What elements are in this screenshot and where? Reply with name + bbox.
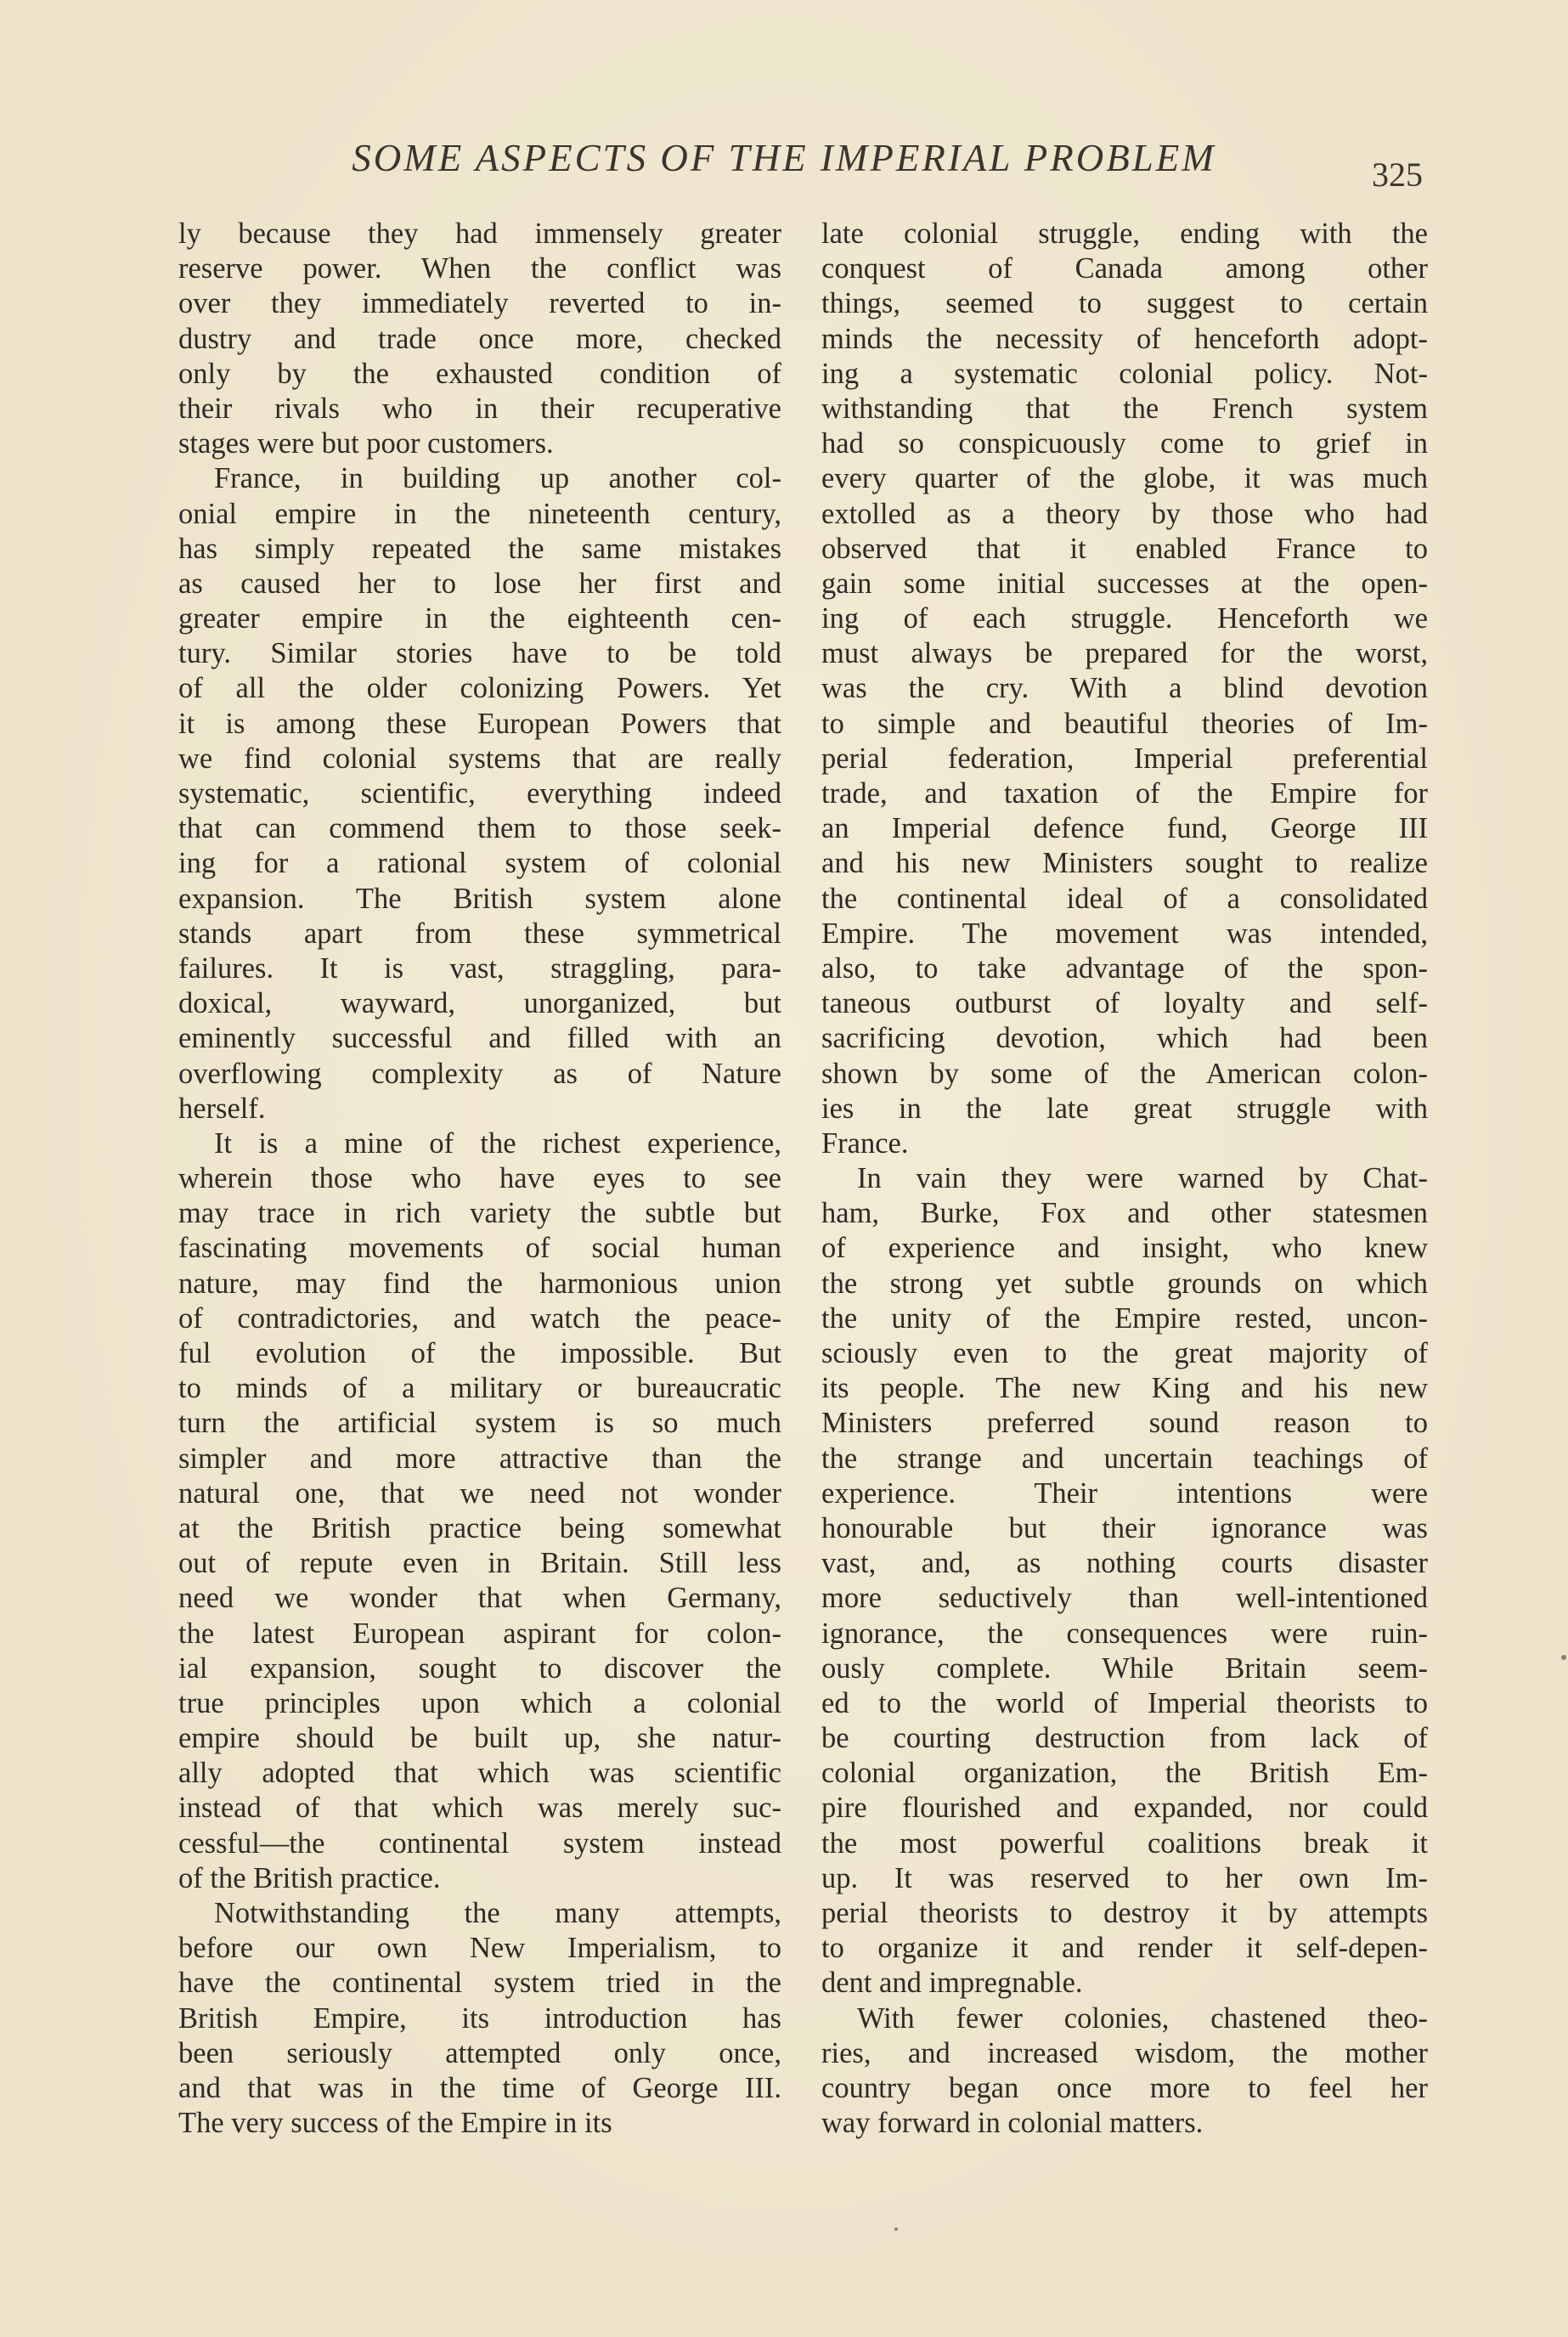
text-line: nature, may find the harmonious union (178, 1267, 781, 1300)
text-line: stages were but poor customers. (178, 427, 554, 460)
text-line: France, in building up another col- (214, 462, 781, 495)
text-line: taneous outburst of loyalty and self- (821, 987, 1428, 1020)
page-number: 325 (1372, 155, 1423, 194)
text-line: of the British practice. (178, 1861, 441, 1894)
text-line: colonial organization, the British Em- (821, 1757, 1428, 1790)
text-line: ham, Burke, Fox and other statesmen (821, 1197, 1428, 1230)
text-line: systematic, scientific, everything indeed (178, 777, 781, 810)
text-line: sacrificing devotion, which had been (821, 1022, 1428, 1055)
text-line: Notwithstanding the many attempts, (214, 1897, 781, 1929)
text-line: ously complete. While Britain seem- (821, 1651, 1428, 1685)
text-line: ally adopted that which was scientific (178, 1757, 781, 1790)
text-line: every quarter of the globe, it was much (821, 462, 1428, 495)
text-line: eminently successful and filled with an (178, 1022, 781, 1055)
text-line: ignorance, the consequences were ruin- (821, 1617, 1428, 1650)
text-line: trade, and taxation of the Empire for (821, 777, 1428, 810)
text-line: simpler and more attractive than the (178, 1442, 781, 1475)
text-line: perial theorists to destroy it by attempts (821, 1897, 1428, 1929)
text-line: dustry and trade once more, checked (178, 322, 781, 355)
text-line: need we wonder that when Germany, (178, 1582, 781, 1615)
text-line: the most powerful coalitions break it (821, 1826, 1428, 1860)
text-line: withstanding that the French system (821, 392, 1428, 425)
text-line: vast, and, as nothing courts disaster (821, 1547, 1428, 1580)
text-line: been seriously attempted only once, (178, 2036, 781, 2069)
text-line: overflowing complexity as of Nature (178, 1057, 781, 1090)
text-line: France. (821, 1126, 909, 1160)
text-line: ial expansion, sought to discover the (178, 1651, 781, 1685)
text-line: as caused her to lose her first and (178, 567, 781, 600)
text-line: before our own New Imperialism, to (178, 1932, 781, 1965)
text-line: cessful—the continental system instead (178, 1826, 781, 1860)
text-line: their rivals who in their recuperative (178, 392, 781, 425)
text-line: stands apart from these symmetrical (178, 917, 781, 950)
text-line: and his new Ministers sought to realize (821, 847, 1428, 880)
text-line: ed to the world of Imperial theorists to (821, 1686, 1428, 1719)
right-column (821, 217, 1428, 2141)
text-line: true principles upon which a colonial (178, 1686, 781, 1719)
text-line: instead of that which was merely suc- (178, 1792, 781, 1825)
text-line: may trace in rich variety the subtle but (178, 1197, 781, 1230)
text-line: British Empire, its introduction has (178, 2001, 781, 2035)
text-line: shown by some of the American colon- (821, 1057, 1428, 1090)
text-line: late colonial struggle, ending with the (821, 217, 1428, 250)
text-line: wherein those who have eyes to see (178, 1162, 781, 1195)
text-line: natural one, that we need not wonder (178, 1476, 781, 1510)
text-line: to minds of a military or bureaucratic (178, 1372, 781, 1405)
text-line: things, seemed to suggest to certain (821, 287, 1428, 320)
text-line: to organize it and render it self-depen- (821, 1932, 1428, 1965)
text-line: of all the older colonizing Powers. Yet (178, 672, 781, 705)
text-line: experience. Their intentions were (821, 1476, 1428, 1510)
text-line: ing for a rational system of colonial (178, 847, 781, 880)
text-line: observed that it enabled France to (821, 532, 1428, 565)
text-line: herself. (178, 1092, 266, 1125)
text-line: The very success of the Empire in its (178, 2107, 612, 2140)
printing-speck (894, 2227, 898, 2231)
text-line: turn the artificial system is so much (178, 1407, 781, 1440)
text-line: it is among these European Powers that (178, 707, 781, 740)
text-line: perial federation, Imperial preferential (821, 742, 1428, 775)
text-line: and that was in the time of George III. (178, 2071, 781, 2104)
text-line: its people. The new King and his new (821, 1372, 1428, 1405)
text-line: extolled as a theory by those who had (821, 497, 1428, 530)
text-line: gain some initial successes at the open- (821, 567, 1428, 600)
text-line: be courting destruction from lack of (821, 1722, 1428, 1755)
text-line: has simply repeated the same mistakes (178, 532, 781, 565)
text-line: the strong yet subtle grounds on which (821, 1267, 1428, 1300)
text-line: country began once more to feel her (821, 2071, 1428, 2104)
text-line: ies in the late great struggle with (821, 1092, 1428, 1125)
text-line: more seductively than well-intentioned (821, 1582, 1428, 1615)
text-line: over they immediately reverted to in- (178, 287, 781, 320)
text-line: onial empire in the nineteenth century, (178, 497, 781, 530)
text-line: out of repute even in Britain. Still less (178, 1547, 781, 1580)
text-line: dent and impregnable. (821, 1967, 1083, 2000)
text-line: must always be prepared for the worst, (821, 637, 1428, 670)
text-line: only by the exhausted condition of (178, 357, 781, 390)
text-line: honourable but their ignorance was (821, 1511, 1428, 1544)
text-line: In vain they were warned by Chat- (857, 1162, 1428, 1195)
text-line: fascinating movements of social human (178, 1232, 781, 1265)
text-line: the unity of the Empire rested, uncon- (821, 1301, 1428, 1335)
text-line: ries, and increased wisdom, the mother (821, 2036, 1428, 2069)
text-line: Ministers preferred sound reason to (821, 1407, 1428, 1440)
text-line: of contradictories, and watch the peace- (178, 1301, 781, 1335)
text-line: at the British practice being somewhat (178, 1511, 781, 1544)
text-line: doxical, wayward, unorganized, but (178, 987, 781, 1020)
text-line: reserve power. When the conflict was (178, 252, 781, 285)
text-line: conquest of Canada among other (821, 252, 1428, 285)
text-line: that can commend them to those seek- (178, 812, 781, 845)
text-line: way forward in colonial matters. (821, 2107, 1204, 2140)
text-line: With fewer colonies, chastened theo- (857, 2001, 1428, 2035)
text-line: had so conspicuously come to grief in (821, 427, 1428, 460)
text-line: to simple and beautiful theories of Im- (821, 707, 1428, 740)
text-line: ful evolution of the impossible. But (178, 1337, 781, 1369)
text-line: the latest European aspirant for colon- (178, 1617, 781, 1650)
text-line: have the continental system tried in the (178, 1967, 781, 2000)
text-line: ing of each struggle. Henceforth we (821, 602, 1428, 635)
text-line: up. It was reserved to her own Im- (821, 1861, 1428, 1894)
text-line: also, to take advantage of the spon- (821, 951, 1428, 985)
text-line: of experience and insight, who knew (821, 1232, 1428, 1265)
text-line: expansion. The British system alone (178, 882, 781, 915)
text-line: empire should be built up, she natur- (178, 1722, 781, 1755)
left-column (178, 217, 781, 2141)
text-line: was the cry. With a blind devotion (821, 672, 1428, 705)
text-line: we find colonial systems that are really (178, 742, 781, 775)
text-line: the strange and uncertain teachings of (821, 1442, 1428, 1475)
text-line: the continental ideal of a consolidated (821, 882, 1428, 915)
printing-speck (1561, 1655, 1566, 1660)
text-line: ly because they had immensely greater (178, 217, 781, 250)
running-head: SOME ASPECTS OF THE IMPERIAL PROBLEM (352, 137, 1216, 179)
text-line: It is a mine of the richest experience, (214, 1126, 781, 1160)
text-line: sciously even to the great majority of (821, 1337, 1428, 1369)
text-line: failures. It is vast, straggling, para- (178, 951, 781, 985)
text-line: tury. Similar stories have to be told (178, 637, 781, 670)
text-line: Empire. The movement was intended, (821, 917, 1428, 950)
text-line: greater empire in the eighteenth cen- (178, 602, 781, 635)
text-line: an Imperial defence fund, George III (821, 812, 1428, 845)
text-line: ing a systematic colonial policy. Not- (821, 357, 1428, 390)
text-line: minds the necessity of henceforth adopt- (821, 322, 1428, 355)
text-line: pire flourished and expanded, nor could (821, 1792, 1428, 1825)
